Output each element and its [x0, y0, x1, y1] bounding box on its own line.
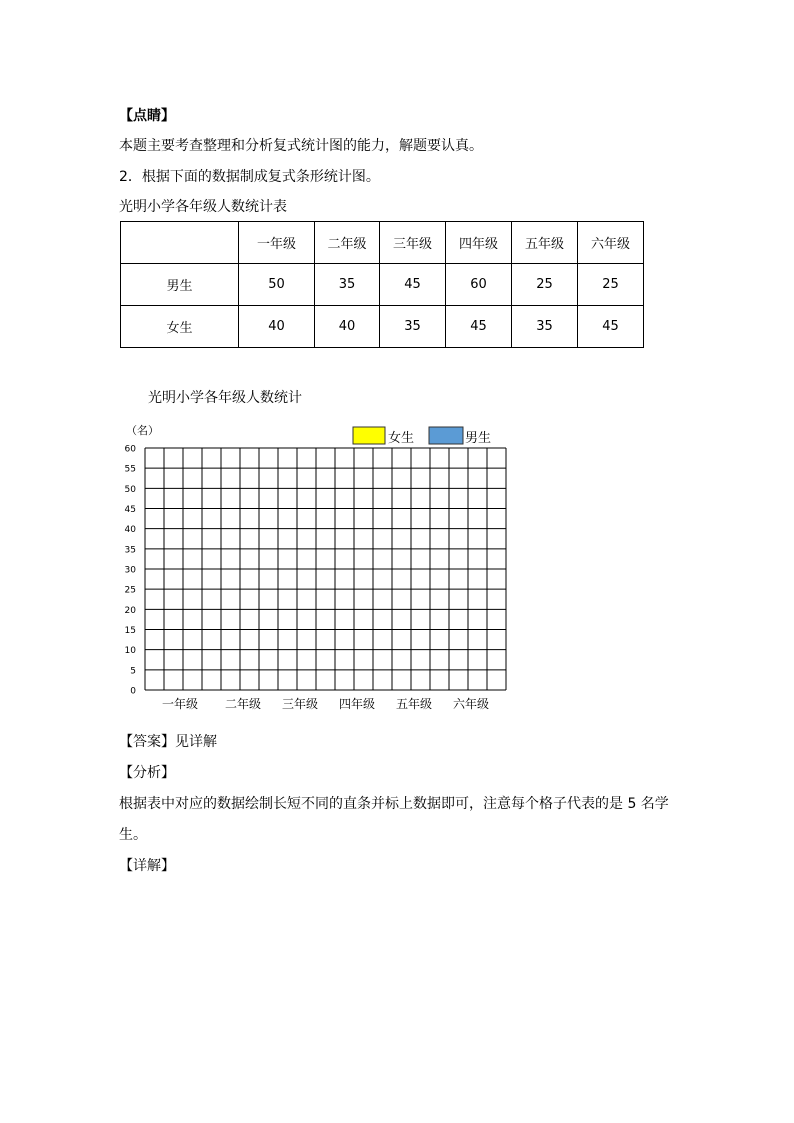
- y-tick-label: 0: [130, 686, 136, 697]
- table-header-row: [121, 222, 644, 264]
- y-unit-label: （名）: [126, 424, 159, 437]
- y-tick-label: 10: [124, 646, 136, 657]
- y-tick-label: 55: [124, 464, 136, 475]
- y-tick-label: 20: [124, 605, 136, 616]
- y-tick-label: 25: [124, 585, 136, 596]
- table-cell: 45: [578, 306, 644, 348]
- table-header-cell: 五年级: [512, 222, 578, 264]
- legend-swatch-boys: [429, 427, 463, 444]
- table-cell: 25: [578, 264, 644, 306]
- table-title: 光明小学各年级人数统计表: [119, 199, 287, 215]
- table-cell: 35: [512, 306, 578, 348]
- x-axis-label: 一年级: [161, 697, 199, 711]
- table-cell: 50: [239, 264, 315, 306]
- x-axis-labels: [162, 696, 489, 711]
- y-tick-label: 50: [124, 484, 136, 495]
- row-label: 女生: [121, 306, 239, 348]
- table-cell: 45: [446, 306, 512, 348]
- answer-heading: 【答案】见详解: [119, 734, 217, 750]
- table-header-cell: [121, 222, 239, 264]
- x-axis-label: 三年级: [281, 697, 319, 711]
- table-header-cell: 一年级: [239, 222, 315, 264]
- analysis-text-line2: 生。: [119, 827, 147, 843]
- row-label: 男生: [121, 264, 239, 306]
- bar-chart-grid: [100, 418, 520, 718]
- y-tick-label: 45: [124, 505, 136, 515]
- x-axis-label: 四年级: [338, 697, 376, 711]
- analysis-heading: 【分析】: [119, 765, 175, 781]
- table-cell: 25: [512, 264, 578, 306]
- chart-title: 光明小学各年级人数统计: [148, 390, 302, 406]
- table-cell: 35: [315, 264, 380, 306]
- x-axis-label: 五年级: [395, 697, 433, 711]
- table-header-cell: 四年级: [446, 222, 512, 264]
- y-tick-label: 40: [124, 525, 136, 536]
- legend-label-boys: 男生: [465, 431, 492, 446]
- y-tick-label: 30: [124, 565, 136, 576]
- table-header-cell: 六年级: [578, 222, 644, 264]
- x-axis-label: 二年级: [224, 697, 262, 711]
- legend-label-girls: 女生: [388, 431, 415, 446]
- legend-swatch-girls: [353, 427, 385, 444]
- x-axis-label: 六年级: [452, 697, 490, 711]
- analysis-text-line1: 根据表中对应的数据绘制长短不同的直条并标上数据即可，注意每个格子代表的是 5 名学: [119, 796, 669, 812]
- y-tick-label: 15: [124, 626, 136, 636]
- table-cell: 40: [239, 306, 315, 348]
- y-tick-label: 35: [124, 545, 136, 556]
- dianjing-heading: 【点睛】: [119, 108, 175, 124]
- table-cell: 40: [315, 306, 380, 348]
- table-row: [121, 306, 644, 348]
- detail-heading: 【详解】: [119, 858, 175, 874]
- table-cell: 60: [446, 264, 512, 306]
- table-row: [121, 264, 644, 306]
- table-cell: 35: [380, 306, 446, 348]
- y-tick-label: 5: [130, 666, 136, 677]
- table-cell: 45: [380, 264, 446, 306]
- table-header-cell: 三年级: [380, 222, 446, 264]
- data-table: [120, 221, 644, 348]
- question-text: 2．根据下面的数据制成复式条形统计图。: [119, 169, 380, 185]
- table-header-cell: 二年级: [315, 222, 380, 264]
- dianjing-text: 本题主要考查整理和分析复式统计图的能力，解题要认真。: [119, 138, 483, 154]
- y-tick-label: 60: [124, 444, 136, 455]
- y-axis-ticks: [125, 445, 137, 697]
- grid-lines: [145, 448, 506, 690]
